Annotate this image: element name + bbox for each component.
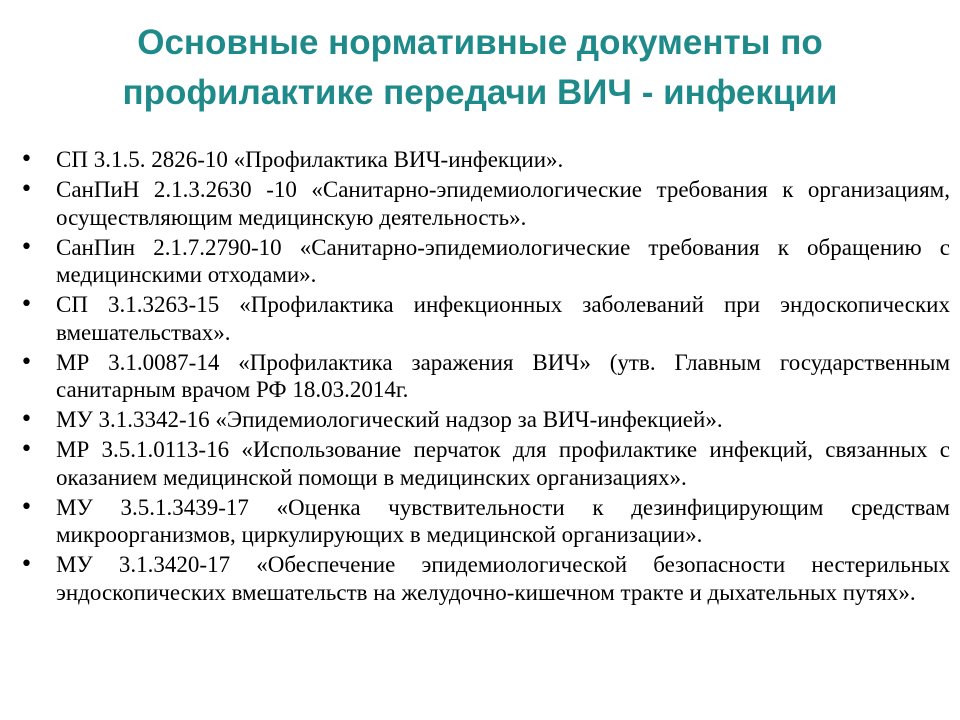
slide-title	[40, 18, 920, 118]
title-line-2: профилактике передачи ВИЧ - инфекции	[122, 73, 838, 112]
list-item	[16, 436, 950, 491]
list-item-text: МУ 3.1.3420-17 «Обеспечение эпидемиологической безопасности нестерильных эндоскопических вмешательств на желудочно-кишечном тракте и дыхательных путях».	[56, 552, 950, 605]
list-item-text: СанПиН 2.1.3.2630 -10 «Санитарно-эпидемиологические требования к организациям, осуществляющим медицинскую деятельность».	[56, 177, 950, 230]
list-item	[16, 234, 950, 289]
list-item	[16, 494, 950, 549]
bullet-icon: •	[20, 177, 33, 202]
bullet-icon: •	[20, 407, 33, 432]
bullet-icon: •	[20, 552, 33, 577]
list-item	[16, 349, 950, 404]
list-item-text: СанПин 2.1.7.2790-10 «Санитарно-эпидемиологические требования к обращению с медицинскими отходами».	[56, 234, 950, 287]
list-item-text: МУ 3.5.1.3439-17 «Оценка чувствительности к дезинфицирующим средствам микроорганизмов, циркулирующих в медицинской организации».	[56, 494, 950, 547]
bullet-icon: •	[20, 234, 33, 260]
bullet-icon: •	[20, 292, 33, 317]
list-item	[16, 551, 950, 606]
bullet-icon: •	[20, 349, 33, 375]
document-list	[16, 146, 950, 609]
list-item	[16, 406, 950, 434]
list-item-text: МУ 3.1.3342-16 «Эпидемиологический надзор за ВИЧ-инфекцией».	[56, 407, 723, 432]
list-item-text: МР 3.1.0087-14 «Профилактика заражения ВИЧ» (утв. Главным государственным санитарным врачом РФ 18.03.2014г.	[56, 349, 950, 402]
bullet-icon: •	[20, 437, 33, 462]
bullet-icon: •	[20, 494, 33, 520]
list-item	[16, 291, 950, 346]
title-line-1: Основные нормативные документы по	[137, 23, 823, 62]
bullet-icon: •	[20, 147, 33, 172]
list-item	[16, 176, 950, 231]
list-item	[16, 146, 950, 174]
list-item-text: МР 3.5.1.0113-16 «Использование перчаток для профилактике инфекций, связанных с оказанием медицинской помощи в медицинских организациях».	[56, 437, 950, 490]
list-item-text: СП 3.1.5. 2826-10 «Профилактика ВИЧ-инфекции».	[56, 147, 564, 172]
list-item-text: СП 3.1.3263-15 «Профилактика инфекционных заболеваний при эндоскопических вмешательствах».	[56, 292, 950, 345]
